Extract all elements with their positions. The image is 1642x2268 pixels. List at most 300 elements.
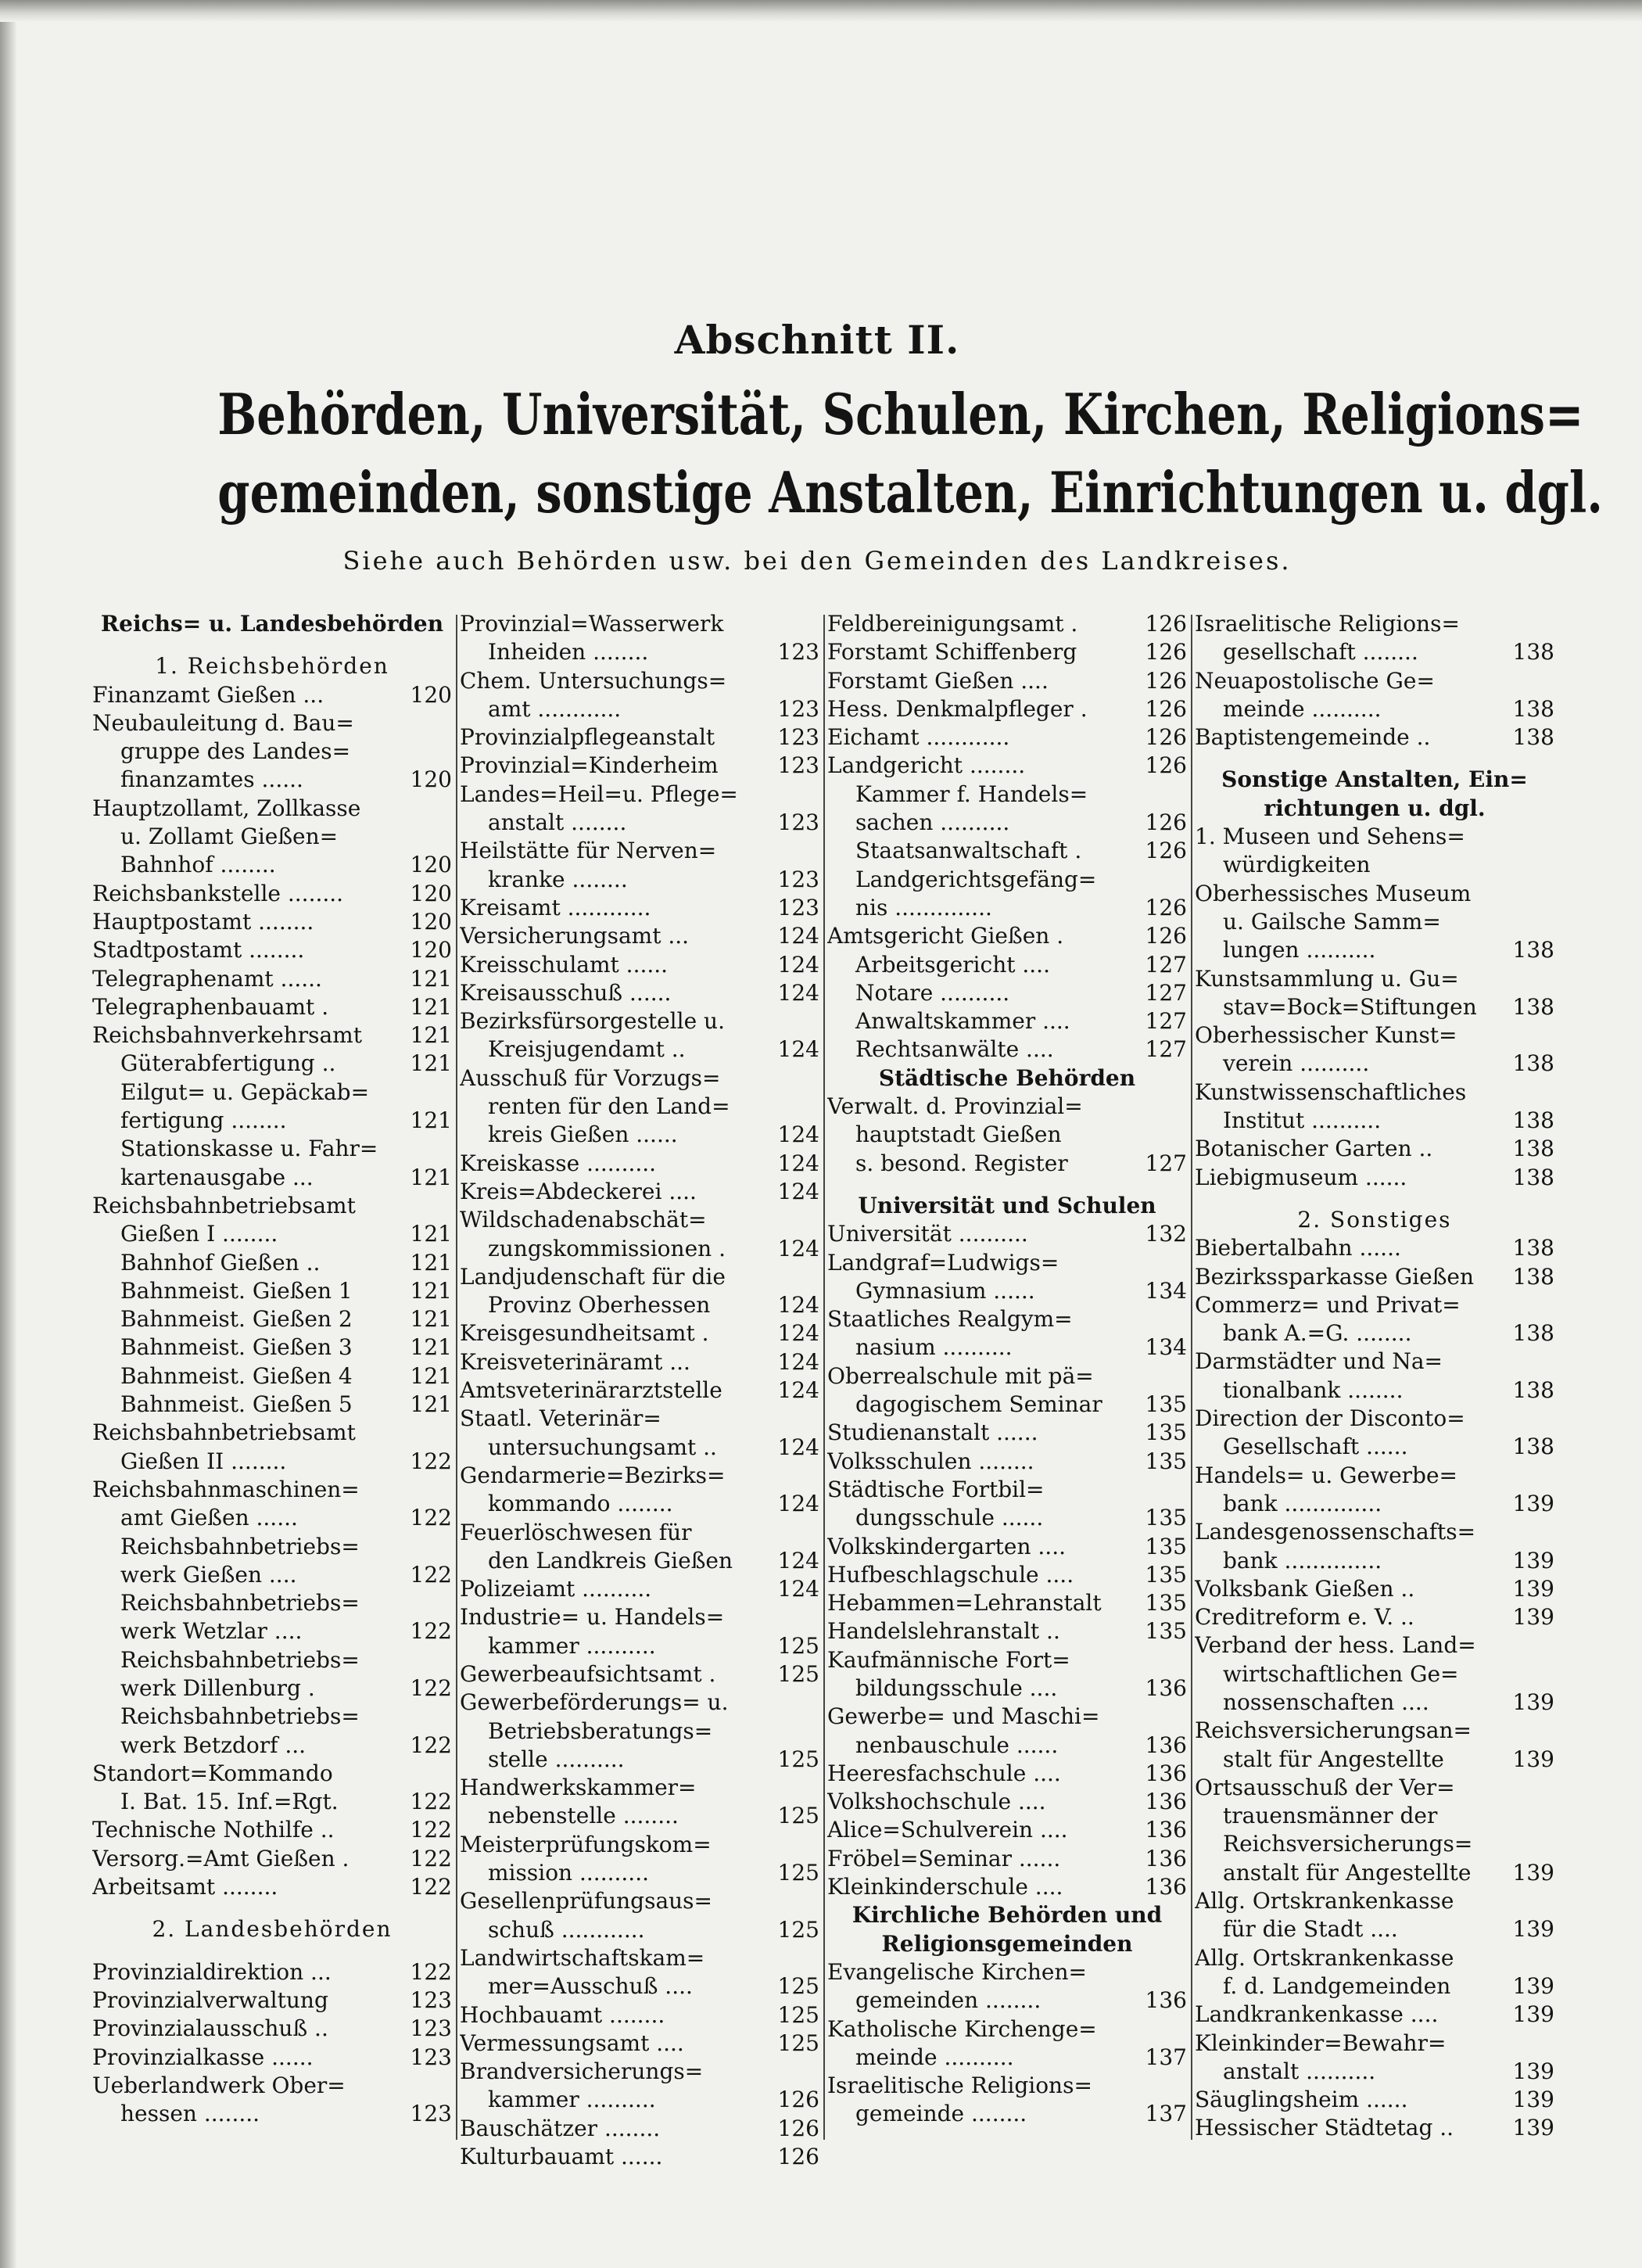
page-number: 124 bbox=[777, 1121, 819, 1148]
index-entry bbox=[92, 2072, 452, 2100]
entry-text: Bahnhof ........ bbox=[120, 852, 276, 878]
entry-text: Verband der hess. Land= bbox=[1195, 1632, 1476, 1659]
entry-text: Kunstsammlung u. Gu= bbox=[1195, 965, 1459, 992]
entry-text: Hochbauamt ........ bbox=[460, 2001, 665, 2028]
entry-text: Kleinkinder=Bewahr= bbox=[1195, 2029, 1447, 2056]
index-entry-continuation bbox=[92, 1703, 452, 1731]
page-number: 138 bbox=[1512, 1164, 1554, 1190]
entry-text: Reichsversicherungsan= bbox=[1195, 1717, 1472, 1744]
page-number: 125 bbox=[777, 2001, 819, 2028]
index-entry-continuation bbox=[827, 1150, 1187, 1178]
index-entry-continuation bbox=[92, 1617, 452, 1645]
index-entry bbox=[460, 2143, 819, 2171]
page-number: 125 bbox=[777, 1746, 819, 1772]
index-entry bbox=[460, 1831, 819, 1859]
index-entry-continuation bbox=[460, 695, 819, 723]
page-number: 126 bbox=[777, 2115, 819, 2141]
entry-text: Israelitische Religions= bbox=[1195, 611, 1460, 637]
index-entry-continuation bbox=[460, 1490, 819, 1518]
page-number: 138 bbox=[1512, 993, 1554, 1020]
entry-text: Kaufmännische Fort= bbox=[827, 1646, 1070, 1673]
page-number: 120 bbox=[410, 908, 452, 935]
entry-text: Allg. Ortskrankenkasse bbox=[1195, 1888, 1454, 1915]
index-column-2 bbox=[460, 610, 819, 2182]
page-number: 127 bbox=[1145, 979, 1187, 1006]
index-entry bbox=[460, 1688, 819, 1717]
page-number: 138 bbox=[1512, 937, 1554, 964]
page-number: 121 bbox=[410, 1050, 452, 1077]
entry-text: Gewerbeförderungs= u. bbox=[460, 1689, 729, 1716]
index-entry-continuation bbox=[92, 1078, 452, 1107]
page-number: 126 bbox=[1145, 923, 1187, 949]
index-entry-continuation bbox=[1195, 1830, 1554, 1858]
index-entry-continuation bbox=[460, 809, 819, 837]
entry-text: bank A.=G. ........ bbox=[1223, 1320, 1412, 1347]
entry-text: Gendarmerie=Bezirks= bbox=[460, 1462, 726, 1488]
index-entry bbox=[460, 2001, 819, 2029]
page-number: 127 bbox=[1145, 951, 1187, 978]
index-entry-continuation bbox=[827, 1333, 1187, 1362]
page-number: 123 bbox=[777, 724, 819, 751]
index-entry bbox=[92, 936, 452, 964]
page-number: 136 bbox=[1145, 1845, 1187, 1871]
index-entry bbox=[92, 965, 452, 993]
entry-text: u. Zollamt Gießen= bbox=[120, 824, 339, 850]
index-entry-continuation bbox=[1195, 1107, 1554, 1135]
page-number: 139 bbox=[1512, 2087, 1554, 2113]
index-entry bbox=[460, 1660, 819, 1688]
page-number: 139 bbox=[1512, 1916, 1554, 1943]
index-entry-continuation bbox=[460, 1547, 819, 1575]
page-number: 123 bbox=[410, 2015, 452, 2042]
entry-text: zungskommissionen . bbox=[488, 1235, 726, 1261]
page-number: 126 bbox=[777, 2087, 819, 2113]
index-entry bbox=[460, 1405, 819, 1433]
entry-text: Bahnmeist. Gießen 5 bbox=[120, 1391, 353, 1418]
index-entry-continuation bbox=[460, 1746, 819, 1774]
entry-text: Creditreform e. V. .. bbox=[1195, 1604, 1414, 1631]
index-entry bbox=[92, 1021, 452, 1050]
index-entry-continuation bbox=[827, 1391, 1187, 1419]
index-entry bbox=[460, 1376, 819, 1405]
page-number: 123 bbox=[777, 752, 819, 779]
index-entry-continuation bbox=[460, 1434, 819, 1462]
entry-text: sachen .......... bbox=[855, 809, 1010, 836]
entry-text: Ortsausschuß der Ver= bbox=[1195, 1774, 1455, 1800]
page-number: 125 bbox=[777, 1973, 819, 2000]
index-entry bbox=[460, 1150, 819, 1178]
index-entry bbox=[460, 1348, 819, 1376]
entry-text: Anwaltskammer .... bbox=[855, 1008, 1070, 1035]
index-entry bbox=[1195, 2029, 1554, 2058]
entry-text: Hufbeschlagschule .... bbox=[827, 1561, 1074, 1588]
index-entry-continuation bbox=[460, 1916, 819, 1944]
index-entry-continuation bbox=[1195, 1660, 1554, 1688]
page-number: 134 bbox=[1145, 1277, 1187, 1304]
page-number: 137 bbox=[1145, 2044, 1187, 2070]
index-entry-continuation bbox=[92, 737, 452, 766]
entry-text: fertigung ........ bbox=[120, 1107, 287, 1134]
entry-text: werk Dillenburg . bbox=[120, 1674, 315, 1701]
index-entry bbox=[460, 1575, 819, 1603]
page-number: 138 bbox=[1512, 1376, 1554, 1403]
index-entry-continuation bbox=[92, 1646, 452, 1674]
index-entry-continuation bbox=[460, 1093, 819, 1121]
page-number: 136 bbox=[1145, 1987, 1187, 2014]
entry-text: werk Betzdorf ... bbox=[120, 1732, 307, 1758]
page-number: 125 bbox=[777, 1632, 819, 1659]
index-entry-continuation bbox=[827, 866, 1187, 894]
index-entry bbox=[827, 1419, 1187, 1447]
index-entry-continuation bbox=[1195, 993, 1554, 1021]
index-entry bbox=[92, 709, 452, 737]
main-title bbox=[217, 375, 1603, 532]
entry-text: Fröbel=Seminar ...... bbox=[827, 1845, 1061, 1871]
entry-text: Stationskasse u. Fahr= bbox=[120, 1136, 378, 1162]
index-entry bbox=[460, 752, 819, 780]
entry-text: Industrie= u. Handels= bbox=[460, 1604, 725, 1631]
page-number: 135 bbox=[1145, 1533, 1187, 1559]
entry-text: Landgerichtsgefäng= bbox=[855, 866, 1097, 892]
entry-text: kammer .......... bbox=[488, 1632, 656, 1659]
entry-text: Technische Nothilfe .. bbox=[92, 1817, 335, 1843]
index-entry bbox=[827, 1788, 1187, 1816]
index-entry-continuation bbox=[92, 1448, 452, 1476]
index-entry-continuation bbox=[827, 1121, 1187, 1149]
index-entry bbox=[460, 1319, 819, 1348]
index-entry-continuation bbox=[460, 1291, 819, 1319]
entry-text: Inheiden ........ bbox=[488, 639, 649, 666]
page-number: 124 bbox=[777, 951, 819, 978]
index-entry-continuation bbox=[92, 1674, 452, 1703]
entry-text: Heeresfachschule .... bbox=[827, 1760, 1061, 1786]
page-number: 124 bbox=[777, 1377, 819, 1404]
entry-text: Kreisamt ............ bbox=[460, 894, 651, 920]
index-entry-continuation bbox=[827, 1007, 1187, 1035]
entry-text: Säuglingsheim ...... bbox=[1195, 2087, 1408, 2113]
index-entry-continuation bbox=[92, 1135, 452, 1163]
entry-text: Landwirtschaftskam= bbox=[460, 1944, 705, 1971]
entry-text: Provinzial=Wasserwerk bbox=[460, 611, 724, 637]
page-number: 122 bbox=[410, 1845, 452, 1871]
entry-text: lungen .......... bbox=[1223, 937, 1376, 964]
column-divider-1 bbox=[456, 615, 457, 2140]
index-entry bbox=[92, 1816, 452, 1844]
entry-text: Heilstätte für Nerven= bbox=[460, 838, 717, 864]
page-number: 121 bbox=[410, 965, 452, 992]
index-entry-continuation bbox=[827, 951, 1187, 979]
spacer bbox=[92, 1901, 452, 1915]
index-entry-continuation bbox=[92, 1561, 452, 1589]
page-number: 124 bbox=[777, 1178, 819, 1204]
page-top-edge bbox=[0, 0, 1642, 22]
entry-text: Gewerbeaufsichtsamt . bbox=[460, 1660, 716, 1687]
index-entry-continuation bbox=[92, 1305, 452, 1333]
page-number: 122 bbox=[410, 1789, 452, 1815]
index-entry bbox=[460, 1774, 819, 1802]
page-number: 134 bbox=[1145, 1334, 1187, 1361]
entry-text: mission .......... bbox=[488, 1860, 649, 1886]
entry-text: Kreisveterinäramt ... bbox=[460, 1348, 690, 1375]
page-number: 136 bbox=[1145, 1789, 1187, 1815]
index-entry bbox=[460, 837, 819, 865]
entry-text: würdigkeiten bbox=[1223, 852, 1371, 878]
index-entry bbox=[1195, 1774, 1554, 1802]
page-number: 126 bbox=[1145, 894, 1187, 920]
page-number: 123 bbox=[410, 2101, 452, 2127]
index-entry bbox=[1195, 823, 1554, 851]
entry-text: renten für den Land= bbox=[488, 1093, 730, 1120]
page-number: 123 bbox=[777, 809, 819, 836]
entry-text: Landgericht ........ bbox=[827, 752, 1026, 779]
page-number: 126 bbox=[1145, 667, 1187, 694]
entry-text: Reichsversicherungs= bbox=[1223, 1831, 1473, 1857]
entry-text: amt Gießen ...... bbox=[120, 1505, 298, 1531]
index-entry-continuation bbox=[1195, 1319, 1554, 1348]
entry-text: Oberhessisches Museum bbox=[1195, 880, 1472, 906]
index-entry bbox=[827, 752, 1187, 780]
page-number: 138 bbox=[1512, 724, 1554, 751]
entry-text: bildungsschule .... bbox=[855, 1674, 1058, 1701]
entry-text: Telegraphenamt ...... bbox=[92, 965, 322, 992]
page-number: 139 bbox=[1512, 2001, 1554, 2028]
index-entry-continuation bbox=[827, 1732, 1187, 1760]
entry-text: gesellschaft ........ bbox=[1223, 639, 1418, 666]
page-number: 126 bbox=[777, 2144, 819, 2170]
index-entry bbox=[1195, 1462, 1554, 1490]
entry-text: Volksschulen ........ bbox=[827, 1448, 1034, 1474]
entry-text: Vermessungsamt .... bbox=[460, 2029, 684, 2056]
index-entry-continuation bbox=[827, 2100, 1187, 2128]
column-divider-3 bbox=[1191, 615, 1192, 2140]
entry-text: Standort=Kommando bbox=[92, 1760, 333, 1786]
page-number: 124 bbox=[777, 1036, 819, 1063]
entry-text: Reichsbahnbetriebs= bbox=[120, 1590, 360, 1617]
index-entry-continuation bbox=[460, 1035, 819, 1064]
category-heading: Religionsgemeinden bbox=[881, 1930, 1133, 1957]
subcategory-heading: 2. Landesbehörden bbox=[152, 1916, 393, 1943]
index-entry bbox=[1195, 1575, 1554, 1603]
entry-text: 1. Museen und Sehens= bbox=[1195, 824, 1465, 850]
page-header bbox=[86, 313, 1603, 576]
index-entry bbox=[827, 1561, 1187, 1589]
entry-text: gruppe des Landes= bbox=[120, 738, 351, 765]
index-entry bbox=[1195, 1263, 1554, 1291]
entry-text: Kreisjugendamt .. bbox=[488, 1036, 686, 1063]
index-entry bbox=[92, 908, 452, 936]
entry-text: Provinzialpflegeanstalt bbox=[460, 724, 715, 751]
entry-text: Versorg.=Amt Gießen . bbox=[92, 1845, 350, 1871]
index-entry bbox=[1195, 1078, 1554, 1107]
page-number: 120 bbox=[410, 852, 452, 878]
page-number: 121 bbox=[410, 1334, 452, 1361]
entry-text: Allg. Ortskrankenkasse bbox=[1195, 1944, 1454, 1971]
page-number: 136 bbox=[1145, 1874, 1187, 1900]
entry-text: Hauptpostamt ........ bbox=[92, 908, 314, 935]
page-number: 135 bbox=[1145, 1618, 1187, 1645]
index-entry-continuation bbox=[92, 823, 452, 851]
entry-text: Staatl. Veterinär= bbox=[460, 1405, 661, 1432]
page-number: 124 bbox=[777, 1320, 819, 1347]
entry-text: schuß ............ bbox=[488, 1916, 645, 1943]
entry-text: Volkshochschule .... bbox=[827, 1789, 1046, 1815]
index-entry bbox=[1195, 723, 1554, 752]
page-number: 126 bbox=[1145, 611, 1187, 637]
category-heading: richtungen u. dgl. bbox=[1264, 795, 1486, 821]
entry-text: gemeinden ........ bbox=[855, 1987, 1041, 2014]
entry-text: Eichamt ............ bbox=[827, 724, 1010, 751]
entry-text: dagogischem Seminar bbox=[855, 1391, 1102, 1418]
index-entry-continuation bbox=[1195, 936, 1554, 964]
entry-text: Provinzial=Kinderheim bbox=[460, 752, 719, 779]
index-column-3 bbox=[827, 610, 1187, 2182]
page-number: 125 bbox=[777, 1860, 819, 1886]
index-entry bbox=[1195, 1348, 1554, 1376]
cross-reference-note: Siehe auch Behörden usw. bei den Gemeinden des Landkreises. bbox=[342, 546, 1292, 576]
entry-text: Forstamt Schiffenberg bbox=[827, 639, 1077, 666]
entry-text: nossenschaften .... bbox=[1223, 1688, 1429, 1715]
index-columns bbox=[92, 610, 1554, 2182]
index-entry bbox=[1195, 1291, 1554, 1319]
entry-text: anstalt für Angestellte bbox=[1223, 1859, 1472, 1886]
index-entry bbox=[827, 1448, 1187, 1476]
page-number: 123 bbox=[777, 639, 819, 666]
entry-text: kammer .......... bbox=[488, 2087, 656, 2113]
entry-text: Ueberlandwerk Ober= bbox=[92, 2072, 346, 2098]
index-entry bbox=[1195, 1234, 1554, 1262]
index-entry bbox=[827, 1873, 1187, 1901]
index-entry bbox=[827, 2015, 1187, 2044]
index-entry bbox=[1195, 880, 1554, 908]
entry-text: Reichsbahnbetriebs= bbox=[120, 1533, 360, 1559]
entry-text: Wildschadenabschät= bbox=[460, 1207, 707, 1233]
entry-text: Telegraphenbauamt . bbox=[92, 993, 329, 1020]
index-entry bbox=[92, 2044, 452, 2072]
index-entry bbox=[827, 1533, 1187, 1561]
page-number: 123 bbox=[777, 866, 819, 892]
index-entry-continuation bbox=[1195, 908, 1554, 936]
entry-text: gemeinde ........ bbox=[855, 2101, 1027, 2127]
index-entry bbox=[92, 993, 452, 1021]
entry-text: Bahnmeist. Gießen 2 bbox=[120, 1306, 353, 1333]
index-entry bbox=[460, 1887, 819, 1915]
index-entry-continuation bbox=[827, 781, 1187, 809]
index-entry-continuation bbox=[460, 1859, 819, 1887]
page-number: 122 bbox=[410, 1561, 452, 1588]
index-entry-continuation bbox=[460, 638, 819, 666]
page-number: 138 bbox=[1512, 1263, 1554, 1290]
entry-text: Feuerlöschwesen für bbox=[460, 1519, 692, 1545]
page-number: 125 bbox=[777, 1916, 819, 1943]
index-entry bbox=[460, 1603, 819, 1631]
entry-text: Arbeitsgericht .... bbox=[855, 951, 1050, 978]
index-entry-continuation bbox=[827, 979, 1187, 1007]
index-entry bbox=[827, 1958, 1187, 1986]
index-entry-continuation bbox=[92, 1277, 452, 1305]
index-entry bbox=[92, 1419, 452, 1447]
entry-text: Handelslehranstalt .. bbox=[827, 1618, 1060, 1645]
entry-text: s. besond. Register bbox=[855, 1150, 1068, 1176]
index-entry bbox=[1195, 1518, 1554, 1546]
page-number: 126 bbox=[1145, 838, 1187, 864]
index-entry-continuation bbox=[92, 1788, 452, 1816]
entry-text: Staatsanwaltschaft . bbox=[855, 838, 1082, 864]
index-entry bbox=[460, 781, 819, 809]
index-entry bbox=[1195, 1603, 1554, 1631]
entry-text: Israelitische Religions= bbox=[827, 2072, 1092, 2099]
index-entry-continuation bbox=[92, 1164, 452, 1192]
index-entry bbox=[1195, 1021, 1554, 1050]
entry-text: Städtische Fortbil= bbox=[827, 1476, 1045, 1502]
page-number: 139 bbox=[1512, 2058, 1554, 2084]
entry-text: nasium .......... bbox=[855, 1334, 1013, 1361]
entry-text: Kreisausschuß ...... bbox=[460, 979, 672, 1006]
index-entry bbox=[827, 1845, 1187, 1873]
entry-text: Bahnhof Gießen .. bbox=[120, 1249, 321, 1276]
category-heading: Kirchliche Behörden und bbox=[851, 1902, 1163, 1929]
page-number: 124 bbox=[777, 923, 819, 949]
category-heading: Universität und Schulen bbox=[858, 1192, 1156, 1218]
index-entry-continuation bbox=[92, 851, 452, 879]
page-number: 121 bbox=[410, 1022, 452, 1049]
index-entry-continuation bbox=[92, 1362, 452, 1391]
page-number: 121 bbox=[410, 1391, 452, 1418]
entry-text: Kleinkinderschule .... bbox=[827, 1874, 1063, 1900]
entry-text: mer=Ausschuß .... bbox=[488, 1973, 693, 2000]
entry-text: Handels= u. Gewerbe= bbox=[1195, 1462, 1457, 1488]
page-number: 139 bbox=[1512, 1547, 1554, 1574]
entry-text: Polizeiamt .......... bbox=[460, 1576, 652, 1602]
index-entry-continuation bbox=[827, 894, 1187, 922]
index-entry-continuation bbox=[827, 1277, 1187, 1305]
entry-text: Landkrankenkasse .... bbox=[1195, 2001, 1439, 2028]
entry-text: Oberhessischer Kunst= bbox=[1195, 1022, 1457, 1049]
index-entry bbox=[827, 1249, 1187, 1277]
entry-text: kranke ........ bbox=[488, 866, 628, 892]
page-number: 120 bbox=[410, 937, 452, 964]
entry-text: Bezirksfürsorgestelle u. bbox=[460, 1008, 725, 1035]
entry-text: nebenstelle ........ bbox=[488, 1803, 679, 1829]
index-entry bbox=[827, 1703, 1187, 1731]
index-entry bbox=[1195, 1717, 1554, 1745]
index-entry bbox=[1195, 1164, 1554, 1192]
entry-text: Kreiskasse .......... bbox=[460, 1150, 657, 1176]
category-heading: Sonstige Anstalten, Ein= bbox=[1221, 766, 1528, 793]
index-entry bbox=[827, 922, 1187, 950]
index-entry bbox=[460, 723, 819, 752]
index-entry bbox=[92, 681, 452, 709]
index-entry bbox=[827, 1646, 1187, 1674]
index-entry bbox=[460, 2029, 819, 2058]
entry-text: finanzamtes ...... bbox=[120, 766, 303, 793]
index-entry bbox=[827, 695, 1187, 723]
entry-text: Kreis=Abdeckerei .... bbox=[460, 1178, 697, 1204]
entry-text: den Landkreis Gießen bbox=[488, 1547, 733, 1574]
entry-text: Provinzialausschuß .. bbox=[92, 2015, 328, 2042]
page-number: 139 bbox=[1512, 1688, 1554, 1715]
index-entry-continuation bbox=[92, 2100, 452, 2128]
index-entry-continuation bbox=[827, 1674, 1187, 1703]
page-number: 137 bbox=[1145, 2101, 1187, 2127]
index-entry-continuation bbox=[92, 1107, 452, 1135]
entry-text: Reichsbahnbetriebsamt bbox=[92, 1419, 356, 1446]
page-number: 138 bbox=[1512, 1107, 1554, 1134]
index-entry bbox=[92, 1873, 452, 1901]
entry-text: anstalt .......... bbox=[1223, 2058, 1376, 2084]
page-number: 124 bbox=[777, 1434, 819, 1460]
entry-text: Handwerkskammer= bbox=[460, 1775, 697, 1801]
entry-text: trauensmänner der bbox=[1223, 1803, 1438, 1829]
